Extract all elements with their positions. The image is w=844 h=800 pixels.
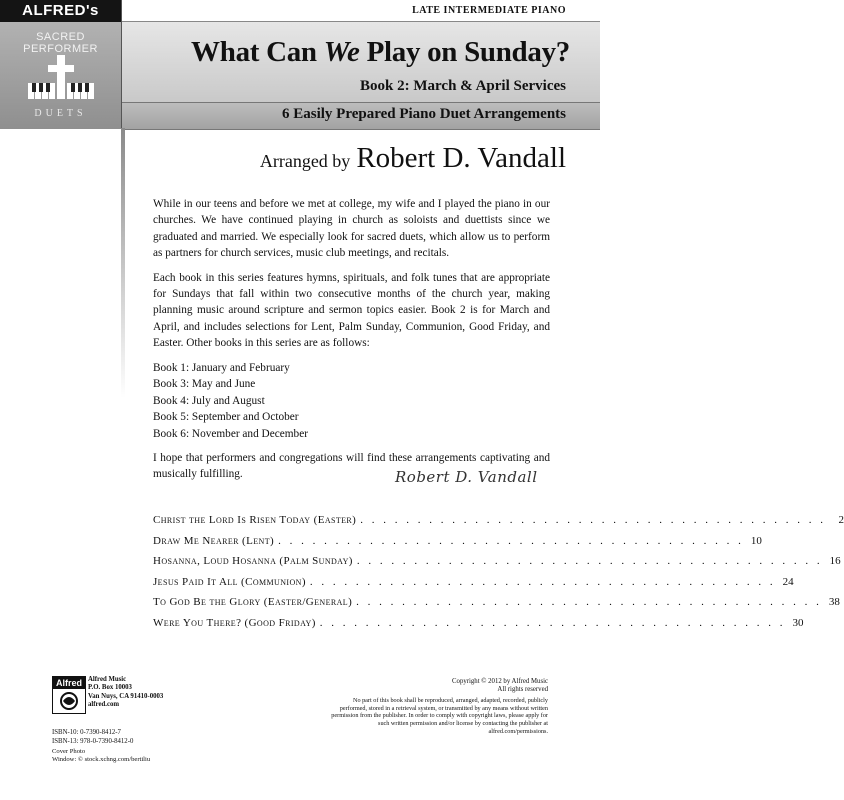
title-part-1: What Can (191, 36, 324, 68)
publisher-address (88, 676, 208, 710)
toc-title: Were You There? (Good Friday) (153, 616, 316, 629)
foreword-paragraph-1: While in our teens and before we met at college, my wife and I played the piano in our churches. We have continued playing in church as soloists and duettists since we graduated and married. We especially look for sacred duets, which allow us to perform as partners for church services, music club meetings, and recitals. (153, 198, 550, 260)
isbn-13: ISBN-13: 978-0-7390-8412-0 (52, 738, 134, 745)
toc-title: Hosanna, Loud Hosanna (Palm Sunday) (153, 555, 353, 568)
book-subtitle: Book 2: March & April Services (360, 78, 566, 94)
toc-leader: . . . . . . . . . . . . . . . . . . . . . . . . . . . . . . . . . . . . . . . . . (319, 616, 786, 629)
toc-row (153, 596, 840, 617)
level-bar (122, 0, 600, 22)
series-label: SACRED PERFORMER (23, 31, 98, 55)
toc-title: Jesus Paid It All (Communion) (153, 575, 306, 588)
copyright-block (330, 678, 548, 736)
cross-keyboard-icon (26, 55, 96, 100)
toc-leader: . . . . . . . . . . . . . . . . . . . . . . . . . . . . . . . . . . . . . . . . . (356, 596, 822, 609)
toc-row (153, 514, 844, 535)
level-label: LATE INTERMEDIATE PIANO (412, 5, 566, 16)
toc-page: 2 (838, 514, 844, 526)
toc-page: 10 (750, 534, 762, 547)
toc-title: To God Be the Glory (Easter/General) (153, 596, 353, 609)
publisher-logo-icon (52, 676, 86, 714)
toc-row (153, 575, 794, 597)
brand-label: ALFRED's (0, 0, 121, 22)
toc-row (153, 534, 762, 556)
signature: Robert D. Vandall (395, 468, 538, 486)
title-emphasis: We (323, 36, 360, 68)
rights: All rights reserved (497, 686, 548, 694)
publisher-web: alfred.com (88, 701, 120, 709)
toc-row (153, 555, 841, 576)
publisher-name: Alfred Music (88, 676, 127, 683)
list-item: Book 6: November and December (153, 428, 308, 441)
toc-page: 16 (829, 555, 841, 568)
book-list (153, 360, 550, 443)
toc-title: Draw Me Nearer (Lent) (153, 534, 275, 547)
list-item: Book 1: January and February (153, 361, 290, 374)
arrangements-label: 6 Easily Prepared Piano Duet Arrangements (281, 106, 566, 122)
title-part-2: Play on Sunday? (359, 36, 570, 68)
cover-header (0, 0, 600, 130)
table-of-contents (153, 514, 844, 638)
publisher-city: Van Nuys, CA 91410-0003 (88, 692, 164, 700)
isbn-block (52, 728, 133, 746)
foreword-paragraph-2: Each book in this series features hymns, spirituals, and folk tunes that are appropriate for Sundays that fall within two consecutive months of the church year, making planning music around scripture and sermon topics easier. Book 2 is for March and April, and includes selections for Lent, Palm Sunday, Communion, Good Friday, and Easter. Other books in this series are as follows: (153, 271, 550, 350)
arranger-prefix: Arranged by (259, 151, 351, 171)
toc-row (153, 616, 804, 638)
arranger-name: Robert D. Vandall (356, 142, 566, 174)
toc-page: 38 (828, 596, 840, 609)
isbn-10: ISBN-10: 0-7390-8412-7 (52, 729, 121, 736)
series-duets-label: DUETS (34, 108, 87, 119)
publisher-po-box: P.O. Box 10003 (88, 684, 132, 692)
toc-page: 24 (782, 575, 794, 588)
toc-leader: . . . . . . . . . . . . . . . . . . . . . . . . . . . . . . . . . . . . . . . . . (278, 534, 744, 547)
toc-page: 30 (792, 616, 804, 629)
cover-credit-block (52, 748, 150, 764)
legal-notice: No part of this book shall be reproduced, arranged, adapted, recorded, publicly performed, stored in a retrieval system, or transmitted by any means without written permission from the publisher. In order to comply with copyright laws, please apply for such written permission and/or license by contacting the publisher at alfred.com/permissions. (331, 696, 548, 735)
toc-leader: . . . . . . . . . . . . . . . . . . . . . . . . . . . . . . . . . . . . . . . . . (309, 575, 776, 588)
publisher-logo-text: Alfred (53, 677, 85, 689)
series-logo (0, 0, 122, 129)
arranger-line (150, 142, 566, 175)
toc-title: Christ the Lord Is Risen Today (Easter) (153, 514, 357, 526)
foreword (153, 196, 550, 490)
divider-fade (121, 128, 125, 398)
foreword-paragraph-3: I hope that performers and congregations will find these arrangements captivating and musically fulfilling. (153, 451, 550, 481)
book-title (130, 36, 570, 69)
list-item: Book 3: May and June (153, 378, 256, 391)
cover-credit: Window: © stock.xchng.com/bertiliu (52, 756, 151, 763)
toc-leader: . . . . . . . . . . . . . . . . . . . . . . . . . . . . . . . . . . . . . . . . . (356, 555, 823, 568)
toc-leader: . . . . . . . . . . . . . . . . . . . . . . . . . . . . . . . . . . . . . . . . . (360, 514, 826, 526)
cover-label: Cover Photo (52, 748, 86, 755)
copyright: Copyright © 2012 by Alfred Music (452, 678, 548, 685)
list-item: Book 4: July and August (153, 394, 265, 407)
list-item: Book 5: September and October (153, 411, 299, 424)
